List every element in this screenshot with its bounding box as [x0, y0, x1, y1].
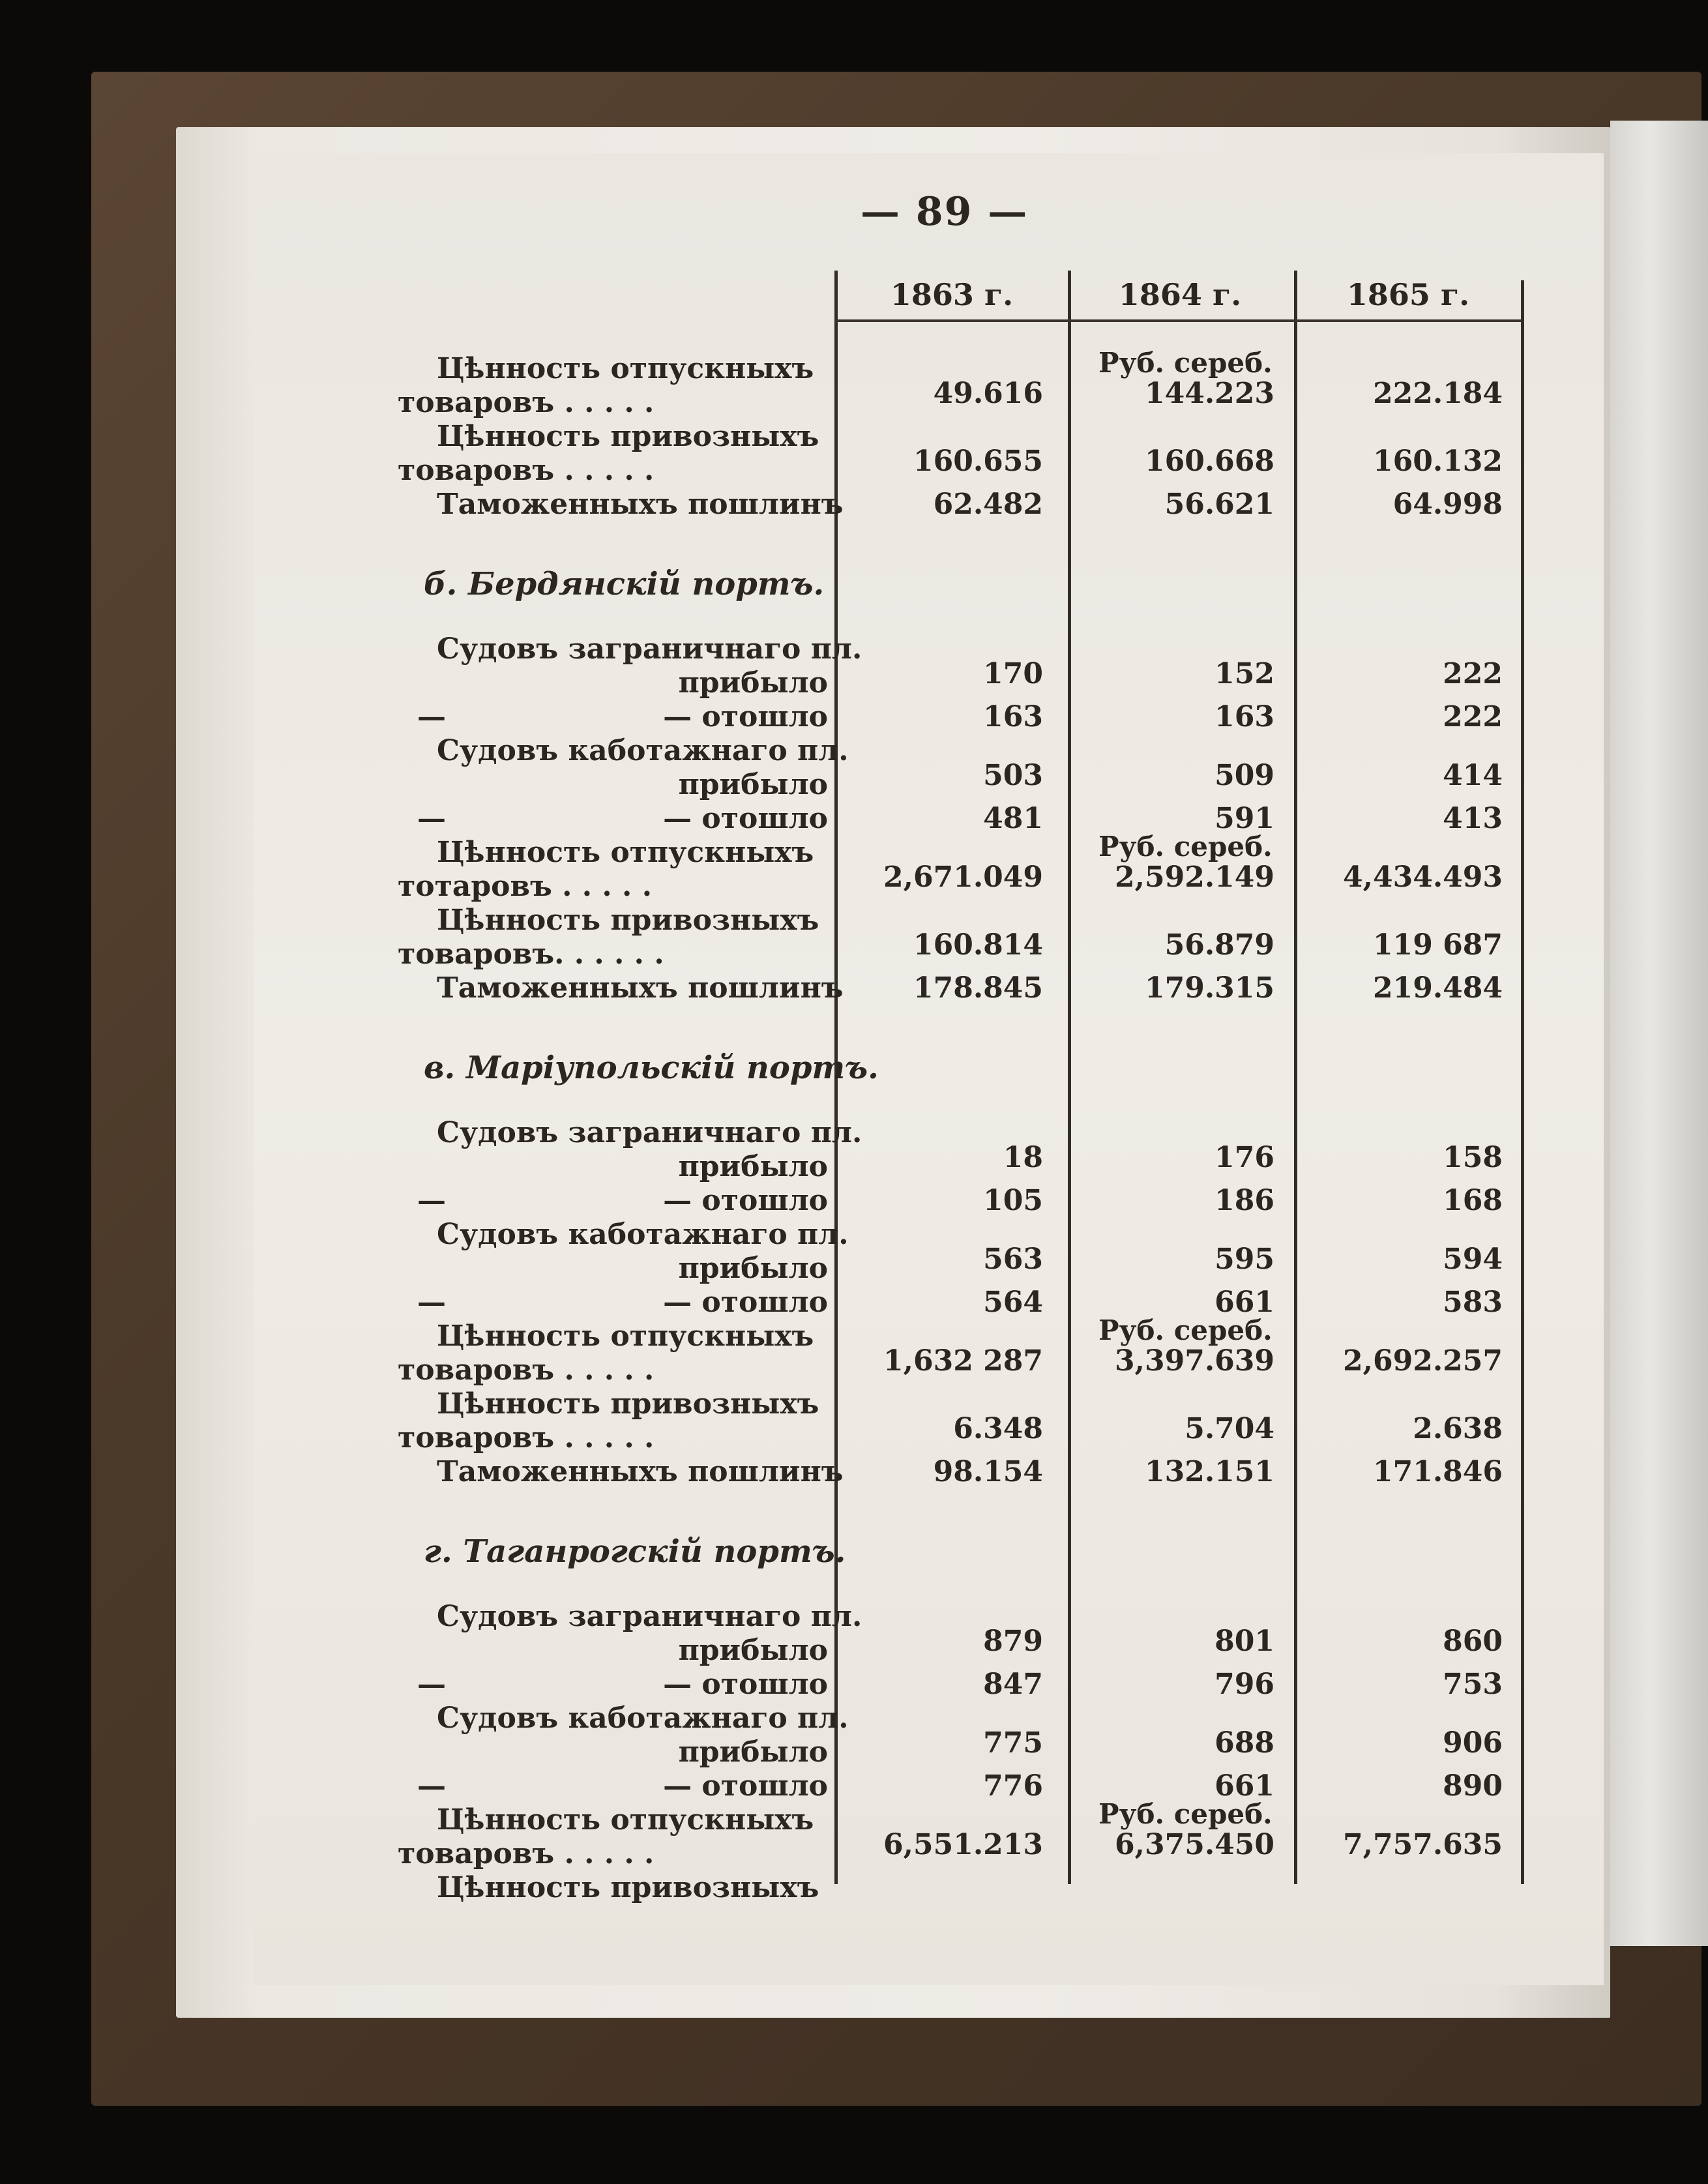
value-1864: 688 [1215, 1726, 1274, 1760]
value-1863: 105 [983, 1184, 1043, 1217]
value-1865: 64.998 [1392, 488, 1503, 521]
row-label: Судовъ каботажнаго пл. [437, 1218, 849, 1251]
value-1865: 2,692.257 [1343, 1344, 1503, 1378]
row-label-cont: прибыло [678, 1735, 828, 1769]
value-1863: 775 [983, 1726, 1043, 1760]
value-1865: 2.638 [1413, 1412, 1503, 1445]
value-1864: 796 [1215, 1668, 1274, 1701]
value-1864: 595 [1215, 1243, 1274, 1276]
row-label-cont: товаровъ. . . . . . [398, 937, 664, 971]
row-label-cont: товаровъ . . . . . [398, 1837, 655, 1870]
row-label-cont: — отошло [663, 1668, 828, 1701]
value-1864: 509 [1215, 759, 1274, 792]
value-1865: 222 [1443, 700, 1503, 733]
value-1864: 801 [1215, 1625, 1274, 1658]
value-1865: 4,434.493 [1343, 861, 1503, 894]
value-1864: 144.223 [1144, 377, 1274, 410]
unit-label: Руб. сереб. [1098, 831, 1273, 863]
value-1865: 219.484 [1372, 971, 1503, 1005]
row-label-cont: — отошло [663, 802, 828, 835]
value-1864: 132.151 [1144, 1455, 1274, 1488]
row-label-cont: товаровъ . . . . . [398, 1421, 655, 1454]
unit-label: Руб. сереб. [1098, 1798, 1273, 1830]
row-label-cont: товаровъ . . . . . [398, 386, 655, 419]
row-label: Цѣнность привозныхъ [437, 1387, 819, 1421]
row-label: Таможенныхъ пошлинъ [437, 1455, 844, 1488]
value-1865: 171.846 [1372, 1455, 1503, 1488]
value-1863: 847 [983, 1668, 1043, 1701]
value-1864: 152 [1215, 657, 1274, 690]
value-1864: 160.668 [1144, 445, 1274, 478]
row-label: Цѣнность привозныхъ [437, 1871, 819, 1904]
value-1864: 661 [1215, 1769, 1274, 1803]
row-label-cont: — отошло [663, 1286, 828, 1319]
column-header-1863: 1863 г. [890, 277, 1014, 312]
row-label-cont: прибыло [678, 1252, 828, 1285]
row-label: Цѣнность отпускныхъ [437, 1320, 814, 1353]
value-1864: 186 [1215, 1184, 1274, 1217]
value-1863: 49.616 [933, 377, 1043, 410]
row-label: Цѣнность отпускныхъ [437, 836, 814, 869]
port-heading: б. Бердянскій портъ. [424, 566, 825, 602]
row-label: Цѣнность привозныхъ [437, 904, 819, 937]
value-1863: 160.655 [913, 445, 1043, 478]
value-1864: 179.315 [1144, 971, 1274, 1005]
value-1864: 56.879 [1164, 928, 1274, 962]
ditto-dash: — [417, 1769, 446, 1803]
value-1865: 414 [1443, 759, 1503, 792]
value-1865: 168 [1443, 1184, 1503, 1217]
value-1864: 591 [1215, 802, 1274, 835]
row-label: Судовъ каботажнаго пл. [437, 1702, 849, 1735]
value-1864: 661 [1215, 1286, 1274, 1319]
ditto-dash: — [417, 700, 446, 733]
value-1864: 2,592.149 [1115, 861, 1274, 894]
value-1863: 6,551.213 [883, 1828, 1043, 1861]
value-1863: 776 [983, 1769, 1043, 1803]
ditto-dash: — [417, 1184, 446, 1217]
column-rule-3 [1294, 271, 1297, 1884]
ditto-dash: — [417, 802, 446, 835]
row-label-cont: прибыло [678, 1634, 828, 1667]
page-number: — 89 — [861, 189, 1029, 235]
value-1865: 222 [1443, 657, 1503, 690]
value-1863: 178.845 [913, 971, 1043, 1005]
row-label: Таможенныхъ пошлинъ [437, 488, 844, 521]
value-1863: 18 [1003, 1141, 1043, 1174]
value-1865: 860 [1443, 1625, 1503, 1658]
value-1863: 98.154 [933, 1455, 1043, 1488]
ditto-dash: — [417, 1668, 446, 1701]
port-heading: г. Таганрогскій портъ. [424, 1533, 846, 1570]
value-1865: 7,757.635 [1343, 1828, 1503, 1861]
value-1865: 119 687 [1372, 928, 1503, 962]
unit-label: Руб. сереб. [1098, 1314, 1273, 1346]
unit-label: Руб. сереб. [1098, 347, 1273, 379]
row-label-cont: — отошло [663, 1769, 828, 1803]
row-label: Судовъ заграничнаго пл. [437, 632, 862, 666]
value-1863: 170 [983, 657, 1043, 690]
value-1863: 481 [983, 802, 1043, 835]
value-1863: 564 [983, 1286, 1043, 1319]
column-rule-4 [1521, 280, 1524, 1884]
row-label: Таможенныхъ пошлинъ [437, 971, 844, 1005]
value-1865: 583 [1443, 1286, 1503, 1319]
row-label-cont: тотаровъ . . . . . [398, 870, 653, 903]
value-1864: 3,397.639 [1115, 1344, 1274, 1378]
column-header-1864: 1864 г. [1118, 277, 1242, 312]
value-1864: 5.704 [1185, 1412, 1274, 1445]
value-1865: 594 [1443, 1243, 1503, 1276]
value-1863: 160.814 [913, 928, 1043, 962]
value-1863: 163 [983, 700, 1043, 733]
row-label-cont: прибыло [678, 768, 828, 801]
value-1863: 2,671.049 [883, 861, 1043, 894]
value-1865: 906 [1443, 1726, 1503, 1760]
ditto-dash: — [417, 1286, 446, 1319]
value-1864: 56.621 [1164, 488, 1274, 521]
row-label: Судовъ заграничнаго пл. [437, 1600, 862, 1633]
row-label-cont: — отошло [663, 1184, 828, 1217]
value-1865: 753 [1443, 1668, 1503, 1701]
value-1865: 890 [1443, 1769, 1503, 1803]
value-1864: 176 [1215, 1141, 1274, 1174]
facing-page-edge [1610, 121, 1708, 1946]
column-header-1865: 1865 г. [1346, 277, 1470, 312]
header-rule [836, 319, 1522, 322]
value-1864: 163 [1215, 700, 1274, 733]
value-1863: 62.482 [933, 488, 1043, 521]
row-label: Цѣнность привозныхъ [437, 420, 819, 453]
row-label: Цѣнность отпускныхъ [437, 1803, 814, 1837]
value-1863: 563 [983, 1243, 1043, 1276]
value-1865: 413 [1443, 802, 1503, 835]
row-label: Цѣнность отпускныхъ [437, 352, 814, 385]
row-label: Судовъ заграничнаго пл. [437, 1116, 862, 1149]
port-heading: в. Маріупольскій портъ. [424, 1050, 879, 1086]
value-1863: 879 [983, 1625, 1043, 1658]
value-1864: 6,375.450 [1115, 1828, 1274, 1861]
value-1865: 158 [1443, 1141, 1503, 1174]
row-label-cont: товаровъ . . . . . [398, 1353, 655, 1387]
value-1863: 6.348 [953, 1412, 1043, 1445]
value-1863: 503 [983, 759, 1043, 792]
row-label-cont: товаровъ . . . . . [398, 454, 655, 487]
value-1863: 1,632 287 [883, 1344, 1043, 1378]
row-label-cont: прибыло [678, 1150, 828, 1183]
value-1865: 160.132 [1372, 445, 1503, 478]
row-label: Судовъ каботажнаго пл. [437, 734, 849, 767]
column-rule-2 [1068, 271, 1071, 1884]
value-1865: 222.184 [1372, 377, 1503, 410]
row-label-cont: прибыло [678, 666, 828, 700]
row-label-cont: — отошло [663, 700, 828, 733]
